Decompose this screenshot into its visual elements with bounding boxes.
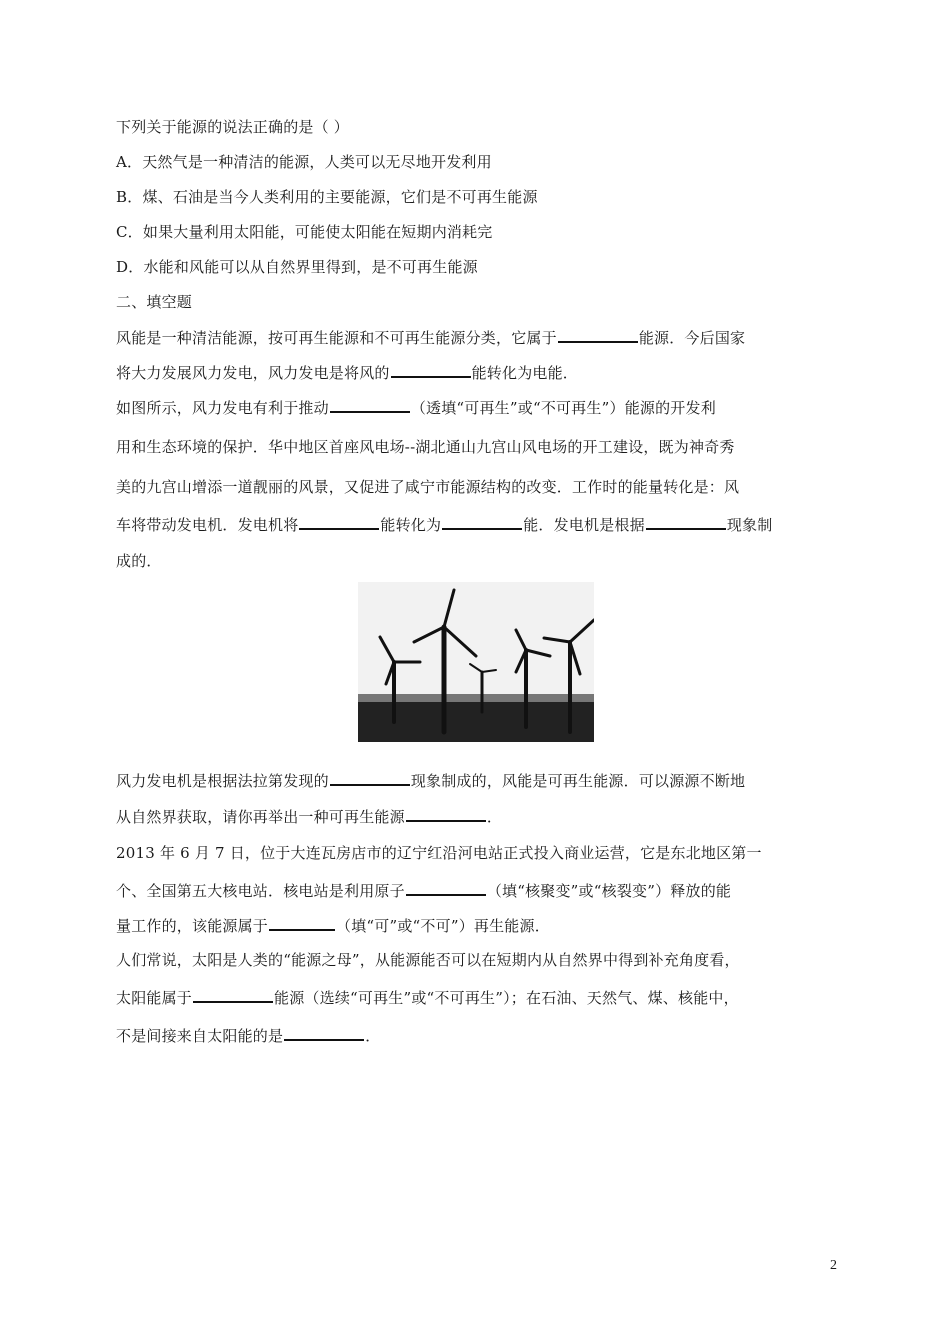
q4-line-1: 2013 年 6 月 7 日，位于大连瓦房店市的辽宁红沿河电站正式投入商业运营，它是东北地区第一 xyxy=(116,844,762,862)
text: 能转化为电能． xyxy=(471,364,579,382)
text: 如图所示，风力发电有利于推动 xyxy=(116,399,329,417)
text: （填“核聚变”或“核裂变”）释放的能 xyxy=(486,882,732,900)
text: 风力发电机是根据法拉第发现的 xyxy=(116,772,329,790)
option-label: A． xyxy=(116,153,143,171)
text: 将大力发展风力发电，风力发电是将风的 xyxy=(116,364,390,382)
section-title: 二、填空题 xyxy=(116,293,193,311)
q4-line-2 xyxy=(116,880,846,901)
option-text: 水能和风能可以从自然界里得到，是不可再生能源 xyxy=(143,258,478,276)
text: 个、全国第五大核电站．核电站是利用原子 xyxy=(116,882,405,900)
answer-blank[interactable] xyxy=(406,806,486,822)
q2-line-1 xyxy=(116,397,846,418)
text: ． xyxy=(365,1027,381,1045)
q2-line-3: 美的九宫山增添一道靓丽的风景，又促进了咸宁市能源结构的改变．工作时的能量转化是：风 xyxy=(116,478,740,496)
answer-blank[interactable] xyxy=(558,327,638,343)
answer-blank[interactable] xyxy=(299,514,379,530)
q1-line-1 xyxy=(116,327,846,348)
answer-blank[interactable] xyxy=(646,514,726,530)
text: ． xyxy=(486,808,503,826)
text: 能源．今后国家 xyxy=(638,329,746,347)
text: 车将带动发电机．发电机将 xyxy=(116,516,299,534)
mc-question-stem: 下列关于能源的说法正确的是（ ） xyxy=(116,118,349,136)
wind-turbines-image xyxy=(358,582,594,742)
mc-option-d xyxy=(116,257,846,277)
option-label: C． xyxy=(116,223,143,241)
text: 量工作的，该能源属于 xyxy=(116,917,269,935)
answer-blank[interactable] xyxy=(284,1025,364,1041)
text: 太阳能属于 xyxy=(116,989,193,1007)
answer-blank[interactable] xyxy=(330,770,410,786)
text: 现象制 xyxy=(726,516,773,534)
text: 能源（选续“可再生”或“不可再生”）；在石油、天然气、煤、核能中， xyxy=(274,989,739,1007)
answer-blank[interactable] xyxy=(193,987,273,1003)
text: 能．发电机是根据 xyxy=(523,516,645,534)
mc-option-b xyxy=(116,187,846,207)
option-text: 天然气是一种清洁的能源，人类可以无尽地开发利用 xyxy=(142,153,492,171)
answer-blank[interactable] xyxy=(330,397,410,413)
q1-line-2 xyxy=(116,362,846,383)
option-text: 煤、石油是当今人类利用的主要能源，它们是不可再生能源 xyxy=(142,188,538,206)
text: 不是间接来自太阳能的是 xyxy=(116,1027,284,1045)
option-label: D． xyxy=(116,258,144,276)
option-text: 如果大量利用太阳能，可能使太阳能在短期内消耗完 xyxy=(142,223,493,241)
text: （透填“可再生”或“不可再生”）能源的开发利 xyxy=(410,399,716,417)
text: 能转化为 xyxy=(380,516,442,534)
q3-line-1 xyxy=(116,770,846,791)
answer-blank[interactable] xyxy=(406,880,486,896)
text: 风能是一种清洁能源，按可再生能源和不可再生能源分类，它属于 xyxy=(116,329,557,347)
option-label: B． xyxy=(116,188,143,206)
answer-blank[interactable] xyxy=(269,915,335,931)
q2-line-2: 用和生态环境的保护．华中地区首座风电场--湖北通山九宫山风电场的开工建设，既为神奇秀 xyxy=(116,438,735,456)
q5-line-2 xyxy=(116,987,846,1008)
text: 从自然界获取，请你再举出一种可再生能源 xyxy=(116,808,405,826)
mc-option-c xyxy=(116,222,846,242)
q3-line-2 xyxy=(116,806,846,827)
text: （填“可”或“不可”）再生能源． xyxy=(336,917,550,935)
answer-blank[interactable] xyxy=(391,362,471,378)
text: 现象制成的，风能是可再生能源．可以源源不断地 xyxy=(410,772,746,790)
mc-option-a xyxy=(116,152,846,172)
wind-turbine-icon xyxy=(358,582,594,742)
q2-line-4 xyxy=(116,514,846,535)
q2-line-5: 成的． xyxy=(116,552,162,570)
answer-blank[interactable] xyxy=(442,514,522,530)
q5-line-1: 人们常说，太阳是人类的“能源之母”，从能源能否可以在短期内从自然界中得到补充角度看， xyxy=(116,951,740,969)
page-number: 2 xyxy=(830,1258,837,1273)
q5-line-3 xyxy=(116,1025,846,1046)
q4-line-3 xyxy=(116,915,846,936)
